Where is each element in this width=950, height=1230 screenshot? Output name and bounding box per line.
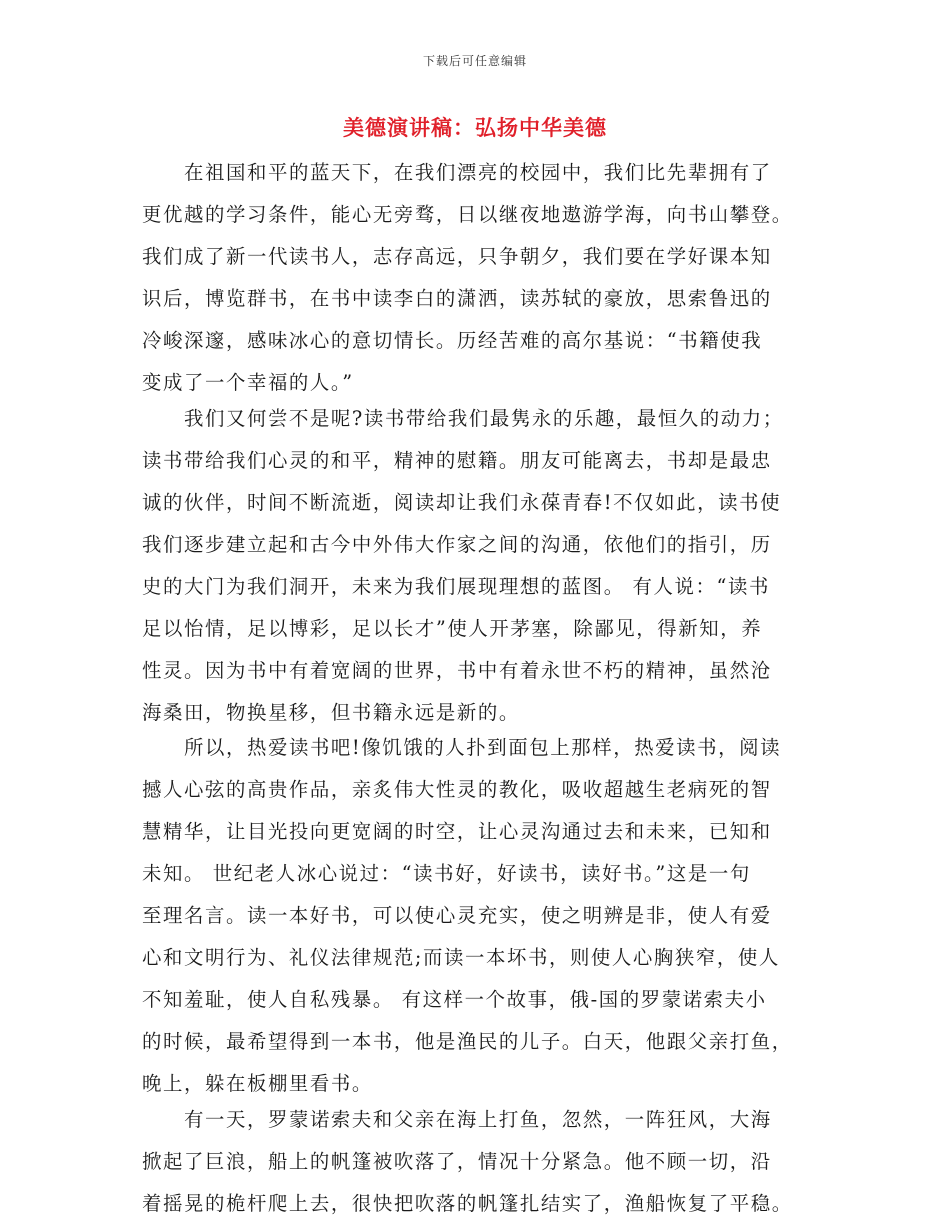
text-line: 在祖国和平的蓝天下，在我们漂亮的校园中，我们比先辈拥有了 [184, 161, 772, 184]
text-line: 足以怡情，足以博彩，足以长才”使人开茅塞，除鄙见，得新知，养 [142, 616, 763, 640]
paragraph-2 [142, 404, 810, 728]
text-line: 冷峻深邃，感味冰心的意切情长。历经苦难的高尔基说：“书籍使我 [142, 329, 763, 352]
text-line: 心和文明行为、礼仪法律规范;而读一本坏书，则使人心胸狭窄，使人 [142, 946, 780, 969]
text-line: 史的大门为我们洞开，未来为我们展现理想的蓝图。 有人说：“读书 [142, 574, 771, 598]
text-line: 海桑田，物换星移，但书籍永远是新的。 [142, 700, 520, 724]
text-line: 未知。 世纪老人冰心说过：“读书好，好读书，读好书。”这是一句 [142, 862, 751, 885]
text-line: 我们逐步建立起和古今中外伟大作家之间的沟通，依他们的指引，历 [142, 532, 772, 556]
text-line: 晚上，躲在板棚里看书。 [142, 1072, 373, 1095]
document-title: 美德演讲稿：弘扬中华美德 [343, 116, 607, 140]
text-line: 更优越的学习条件，能心无旁骛，日以继夜地遨游学海，向书山攀登。 [142, 203, 793, 226]
text-line: 识后，博览群书，在书中读李白的潇洒，读苏轼的豪放，思索鲁迅的 [142, 287, 772, 310]
paragraph-4 [142, 1105, 810, 1219]
text-line: 至理名言。读一本好书，可以使心灵充实，使之明辨是非，使人有爱 [142, 904, 772, 927]
text-line: 我们成了新一代读书人，志存高远，只争朝夕，我们要在学好课本知 [142, 245, 772, 268]
text-line: 掀起了巨浪，船上的帆篷被吹落了，情况十分紧急。他不顾一切，沿 [142, 1149, 772, 1173]
text-line: 所以，热爱读书吧!像饥饿的人扑到面包上那样，热爱读书，阅读 [184, 736, 782, 759]
text-line: 我们又何尝不是呢?读书带给我们最隽永的乐趣，最恒久的动力； [184, 406, 784, 430]
text-line: 变成了一个幸福的人。” [142, 371, 354, 394]
page-header-note: 下载后可任意编辑 [422, 54, 527, 68]
text-line: 的时候，最希望得到一本书，他是渔民的儿子。白天，他跟父亲打鱼， [142, 1030, 793, 1053]
paragraph-1 [142, 158, 810, 398]
text-line: 撼人心弦的高贵作品，亲炙伟大性灵的教化，吸收超越生老病死的智 [142, 778, 772, 801]
text-line: 读书带给我们心灵的和平，精神的慰籍。朋友可能离去，书却是最忠 [142, 448, 772, 472]
text-line: 着摇晃的桅杆爬上去，很快把吹落的帆篷扎结实了，渔船恢复了平稳。 [142, 1191, 793, 1215]
paragraph-3 [142, 733, 810, 1099]
document-body [142, 158, 810, 1219]
text-line: 诚的伙伴，时间不断流逝，阅读却让我们永葆青春!不仅如此，读书使 [142, 490, 782, 514]
text-line: 性灵。因为书中有着宽阔的世界，书中有着永世不朽的精神，虽然沧 [142, 658, 772, 682]
text-line: 有一天，罗蒙诺索夫和父亲在海上打鱼，忽然，一阵狂风，大海 [184, 1107, 772, 1131]
text-line: 不知羞耻，使人自私残暴。 有这样一个故事，俄-国的罗蒙诺索夫小 [142, 988, 767, 1011]
text-line: 慧精华，让目光投向更宽阔的时空，让心灵沟通过去和未来，已知和 [142, 820, 772, 843]
